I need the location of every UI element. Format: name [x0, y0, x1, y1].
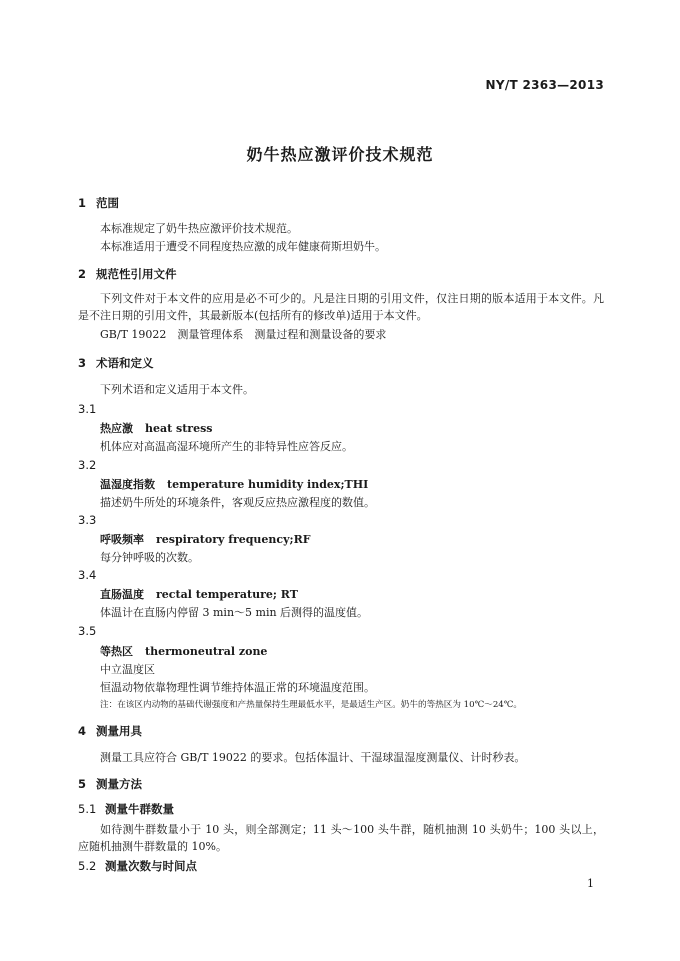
terms-intro: 下列术语和定义适用于本文件。 [100, 383, 254, 396]
page-number: 1 [587, 877, 594, 890]
section-number: 1 [78, 196, 87, 210]
standard-code: NY/T 2363—2013 [485, 78, 604, 92]
section-2-heading [78, 266, 177, 282]
subsection-5-2-heading [78, 858, 197, 874]
subsection-title: 测量次数与时间点 [105, 859, 197, 873]
section-title: 规范性引用文件 [96, 267, 177, 281]
section-number: 5 [78, 777, 87, 791]
section-number: 4 [78, 724, 87, 738]
term-3-5-definition: 恒温动物依靠物理性调节维持体温正常的环境温度范围。 [100, 681, 375, 694]
term-en: thermoneutral zone [145, 645, 268, 658]
term-en: heat stress [145, 422, 213, 435]
term-3-5-number: 3.5 [78, 624, 97, 638]
scope-paragraph-2: 本标准适用于遭受不同程度热应激的成年健康荷斯坦奶牛。 [100, 240, 386, 253]
term-3-2-definition: 描述奶牛所处的环境条件，客观反应热应激程度的数值。 [100, 496, 375, 509]
term-cn: 等热区 [100, 645, 133, 658]
term-cn: 呼吸频率 [100, 533, 144, 546]
term-en: rectal temperature; RT [156, 588, 298, 601]
term-en: respiratory frequency;RF [156, 533, 311, 546]
term-3-4-number: 3.4 [78, 568, 97, 582]
document-title: 奶牛热应激评价技术规范 [246, 145, 434, 164]
term-cn: 热应激 [100, 422, 133, 435]
subsection-number: 5.2 [78, 859, 97, 873]
normative-ref-paragraph: 下列文件对于本文件的应用是必不可少的。凡是注日期的引用文件，仅注日期的版本适用于本文件。凡是不注日期的引用文件，其最新版本(包括所有的修改单)适用于本文件。 [78, 292, 604, 322]
section-title: 测量方法 [96, 777, 142, 791]
term-3-1 [100, 420, 213, 436]
section-title: 范围 [96, 196, 119, 210]
term-3-1-number: 3.1 [78, 402, 97, 416]
section-3-heading [78, 355, 154, 371]
term-3-3-definition: 每分钟呼吸的次数。 [100, 551, 199, 564]
term-3-4 [100, 586, 298, 602]
section-5-heading [78, 776, 142, 792]
section-number: 2 [78, 267, 87, 281]
herd-size-paragraph: 如待测牛群数量小于 10 头，则全部测定；11 头～100 头牛群，随机抽测 10 头奶牛；100 头以上，应随机抽测牛群数量的 10%。 [78, 823, 604, 853]
term-3-2-number: 3.2 [78, 458, 97, 472]
term-3-1-definition: 机体应对高温高湿环境所产生的非特异性应答反应。 [100, 440, 353, 453]
term-3-3-number: 3.3 [78, 513, 97, 527]
instruments-paragraph: 测量工具应符合 GB/T 19022 的要求。包括体温计、干湿球温湿度测量仪、计时秒表。 [100, 751, 526, 764]
section-1-heading [78, 195, 119, 211]
subsection-title: 测量牛群数量 [105, 802, 174, 816]
term-3-3 [100, 531, 311, 547]
term-3-5 [100, 643, 267, 659]
section-4-heading [78, 723, 142, 739]
term-3-5-note: 注：在该区内动物的基础代谢强度和产热量保持生理最低水平，是最适生产区。奶牛的等热区为 10℃～24℃。 [100, 700, 522, 710]
term-en: temperature humidity index;THI [167, 478, 369, 491]
term-3-2 [100, 476, 368, 492]
section-title: 测量用具 [96, 724, 142, 738]
term-cn: 温湿度指数 [100, 478, 155, 491]
term-3-4-definition: 体温计在直肠内停留 3 min～5 min 后测得的温度值。 [100, 606, 369, 619]
term-3-5-alt-name: 中立温度区 [100, 663, 155, 676]
section-number: 3 [78, 356, 87, 370]
scope-paragraph-1: 本标准规定了奶牛热应激评价技术规范。 [100, 222, 298, 235]
term-cn: 直肠温度 [100, 588, 144, 601]
section-title: 术语和定义 [96, 356, 154, 370]
normative-ref-item: GB/T 19022 测量管理体系 测量过程和测量设备的要求 [100, 328, 387, 341]
subsection-5-1-heading [78, 801, 174, 817]
subsection-number: 5.1 [78, 802, 97, 816]
